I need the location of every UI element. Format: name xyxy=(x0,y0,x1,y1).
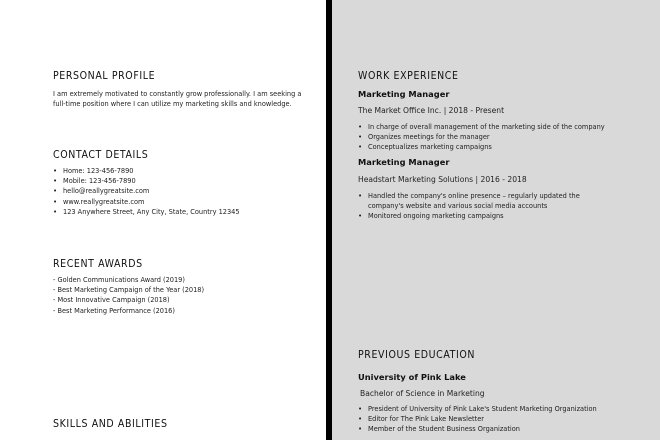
degree: Bachelor of Science in Marketing xyxy=(360,389,485,398)
education-item: • President of University of Pink Lake's Student Marketing Organization xyxy=(368,404,648,414)
job-duty: • Handled the company's online presence – regularly updated the company's website and various social media accounts xyxy=(368,191,604,211)
left-column xyxy=(0,0,326,440)
contact-email: • hello@reallygreatsite.com xyxy=(63,186,323,196)
award-item: - Golden Communications Award (2019) xyxy=(53,276,185,284)
education-list xyxy=(358,404,648,435)
job-duties-list xyxy=(358,122,638,153)
recent-awards-heading: RECENT AWARDS xyxy=(53,258,143,270)
job-duty: • In charge of overall management of the marketing side of the company xyxy=(368,122,638,132)
job-duty: • Monitored ongoing marketing campaigns xyxy=(368,211,604,221)
education-item: • Member of the Student Business Organization xyxy=(368,424,648,434)
award-item: - Best Marketing Performance (2016) xyxy=(53,306,175,315)
skills-heading: SKILLS AND ABILITIES xyxy=(53,418,168,430)
personal-profile-text: I am extremely motivated to constantly grow professionally. I am seeking a full-time position where I can utilize my marketing skills and knowledge. xyxy=(53,90,302,108)
contact-address: • 123 Anywhere Street, Any City, State, Country 12345 xyxy=(63,207,323,217)
job-duty: • Conceptualizes marketing campaigns xyxy=(368,142,638,152)
contact-mobile-phone: • Mobile: 123-456-7890 xyxy=(63,176,323,186)
contact-details-heading: CONTACT DETAILS xyxy=(53,149,149,161)
contact-home-phone: • Home: 123-456-7890 xyxy=(63,166,323,176)
job-company-dates: The Market Office Inc. | 2018 - Present xyxy=(358,106,505,115)
job-duties-list xyxy=(358,191,604,222)
contact-website: • www.reallygreatsite.com xyxy=(63,197,323,207)
award-item: - Best Marketing Campaign of the Year (2018) xyxy=(53,286,205,295)
job-title: Marketing Manager xyxy=(358,89,450,99)
previous-education-heading: PREVIOUS EDUCATION xyxy=(358,349,476,361)
job-title: Marketing Manager xyxy=(358,157,450,167)
education-item: • Editor for The Pink Lake Newsletter xyxy=(368,414,648,424)
job-company-dates: Headstart Marketing Solutions | 2016 - 2018 xyxy=(358,175,527,184)
work-experience-heading: WORK EXPERIENCE xyxy=(358,70,459,82)
personal-profile-heading: PERSONAL PROFILE xyxy=(53,70,156,82)
school-name: University of Pink Lake xyxy=(358,372,466,382)
award-item: - Most Innovative Campaign (2018) xyxy=(53,296,170,305)
contact-list xyxy=(53,166,323,217)
job-duty: • Organizes meetings for the manager xyxy=(368,132,638,142)
awards-list xyxy=(53,275,313,316)
right-column xyxy=(332,0,660,440)
